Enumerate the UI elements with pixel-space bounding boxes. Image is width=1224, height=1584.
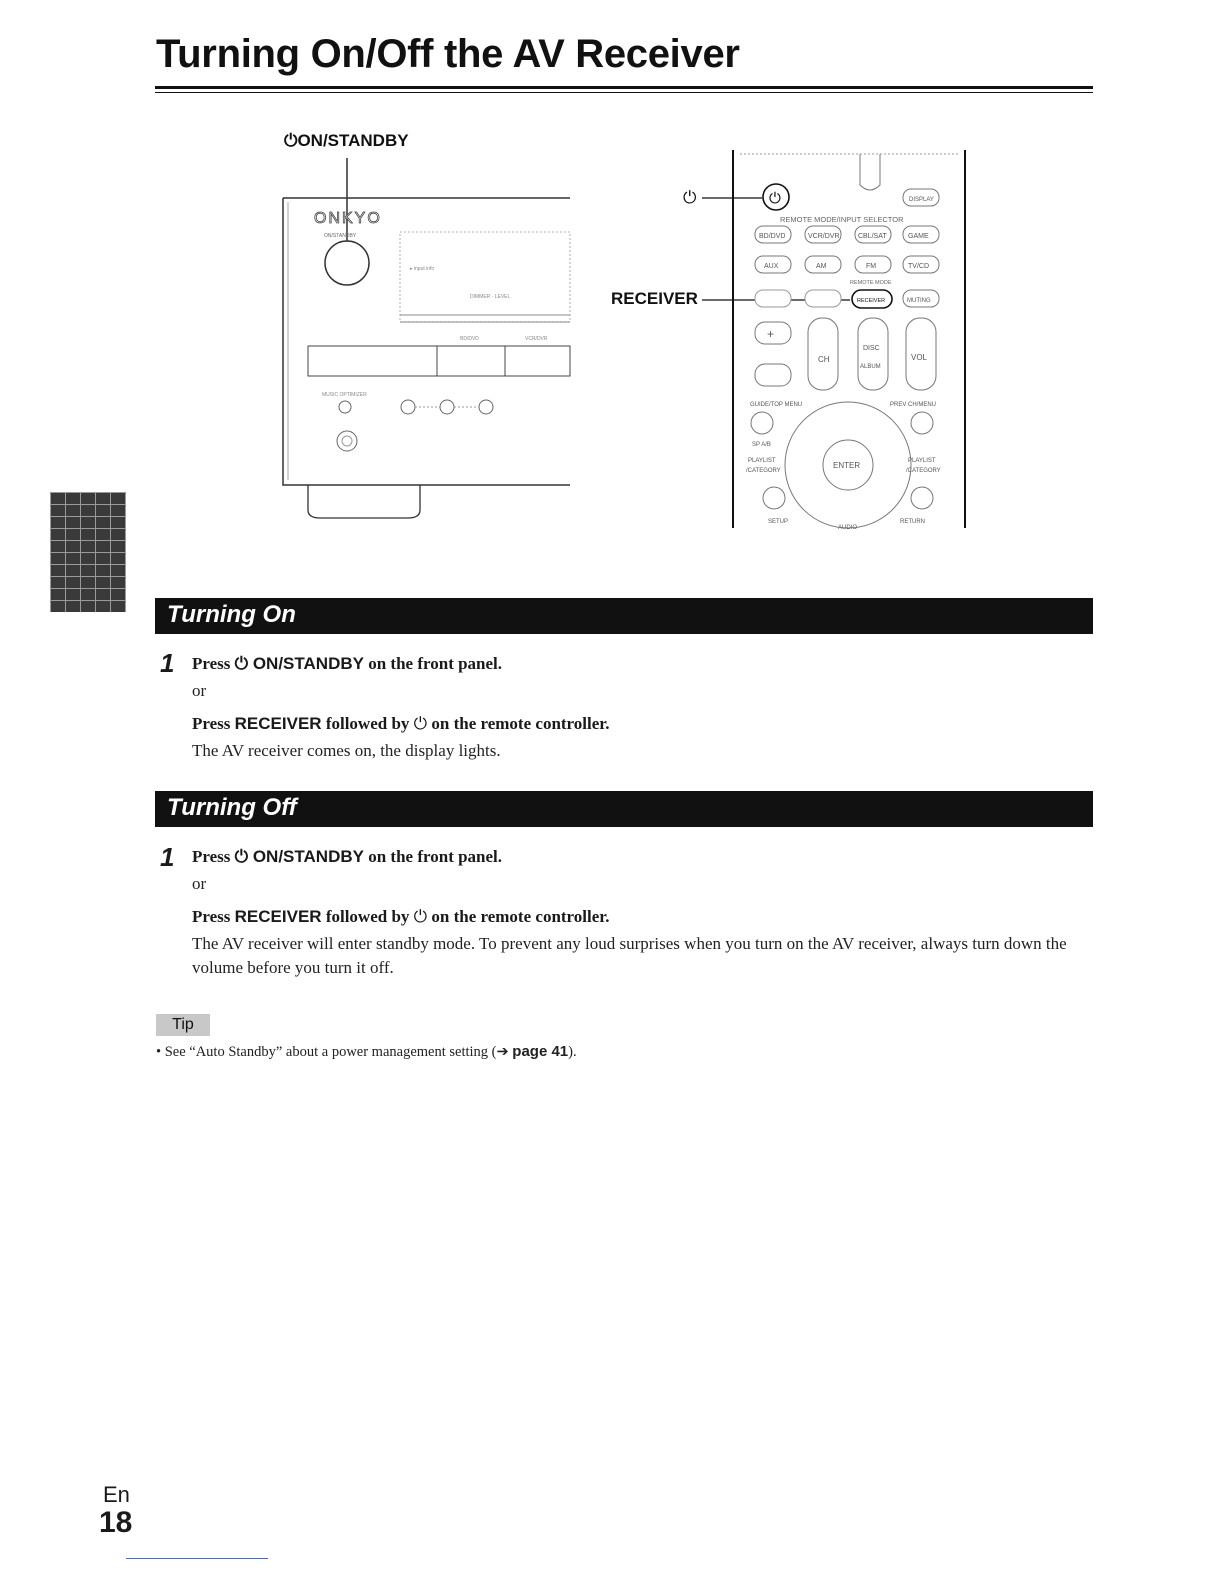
turning-off-or: or [192,874,207,893]
turning-on-description: The AV receiver comes on, the display lights. [192,741,501,760]
arrow-icon: ➔ [496,1044,509,1060]
turning-on-heading-bar [155,598,1093,634]
svg-text:ON/STANDBY: ON/STANDBY [324,233,357,239]
tip-label: Tip [156,1014,210,1036]
turning-off-step-number: 1 [160,842,175,872]
tip-text: • See “Auto Standby” about a power management setting (➔ page 41). [156,1043,577,1060]
svg-text:⏻: ⏻ [769,190,781,207]
on-standby-key: ⏻ ON/STANDBY [234,847,364,866]
svg-text:MUSIC OPTIMIZER: MUSIC OPTIMIZER [322,392,367,398]
svg-text:ENTER: ENTER [833,461,861,470]
remote-illustration [700,150,970,530]
turning-off-description: The AV receiver will enter standby mode. To prevent any loud surprises when you turn on the AV receiver, always turn down the volume before you turn it off. [192,934,1067,977]
svg-text:GUIDE/TOP MENU: GUIDE/TOP MENU [750,402,803,408]
svg-text:BD/DVD: BD/DVD [460,336,479,342]
title-rule-thin [155,92,1093,93]
svg-text:DISC: DISC [863,345,880,352]
svg-text:TV/CD: TV/CD [908,263,929,270]
svg-text:DISPLAY: DISPLAY [909,197,934,203]
turning-on-or: or [192,681,207,700]
svg-text:REMOTE MODE: REMOTE MODE [850,280,892,286]
svg-text:CH: CH [818,355,830,364]
receiver-callout-label: RECEIVER [611,289,698,308]
svg-text:FM: FM [866,263,877,270]
svg-text:/CATEGORY: /CATEGORY [746,468,781,474]
svg-text:MUTING: MUTING [907,298,931,304]
svg-text:PLAYLIST: PLAYLIST [748,458,776,464]
svg-text:DIMMER · LEVEL: DIMMER · LEVEL [470,294,511,300]
svg-text:AUDIO: AUDIO [838,525,858,530]
svg-text:AM: AM [816,263,827,270]
language-label: En [103,1482,130,1507]
receiver-key: RECEIVER [234,907,322,926]
turning-on-heading: Turning On [167,601,296,628]
turning-on-step-number: 1 [160,648,175,678]
page-number: 18 [99,1506,133,1539]
svg-text:BD/DVD: BD/DVD [759,233,786,240]
svg-text:VOL: VOL [911,353,928,362]
svg-text:SETUP: SETUP [768,519,789,525]
page-title: Turning On/Off the AV Receiver [156,32,740,76]
svg-text:PREV CH/MENU: PREV CH/MENU [890,402,937,408]
svg-text:RETURN: RETURN [900,519,925,525]
svg-text:RECEIVER: RECEIVER [857,298,886,304]
svg-text:REMOTE MODE/INPUT SELECTOR: REMOTE MODE/INPUT SELECTOR [780,215,904,224]
on-standby-key: ⏻ ON/STANDBY [234,654,364,673]
svg-text:▸ input info: ▸ input info [410,266,435,272]
turning-off-step-line2: Press RECEIVER followed by ⏻ on the remote controller. [192,907,610,926]
svg-text:VCR/DVR: VCR/DVR [808,233,840,240]
on-standby-callout-label: ⏻ON/STANDBY [284,131,409,150]
svg-text:CBL/SAT: CBL/SAT [858,233,887,240]
power-symbol-callout: ⏻ [683,188,697,207]
svg-text:+: + [767,327,775,341]
svg-text:VCR/DVR: VCR/DVR [525,336,548,342]
footer-rule [126,1558,268,1559]
svg-text:ALBUM: ALBUM [860,364,881,370]
turning-off-heading-bar [155,791,1093,827]
turning-off-heading: Turning Off [167,794,297,821]
turning-on-step-line1: Press ⏻ ON/STANDBY on the front panel. [192,654,503,673]
svg-text:AUX: AUX [764,263,779,270]
title-rule [155,86,1093,89]
svg-text:/CATEGORY: /CATEGORY [906,468,941,474]
svg-text:GAME: GAME [908,233,929,240]
front-panel-illustration [280,150,575,525]
page-reference-link[interactable]: page 41 [512,1043,569,1060]
brand-logo: ONKYO [314,210,382,227]
receiver-key: RECEIVER [234,714,322,733]
turning-on-step-line2: Press RECEIVER followed by ⏻ on the remote controller. [192,714,610,733]
chapter-thumb-tab [50,492,126,612]
turning-off-step-line1: Press ⏻ ON/STANDBY on the front panel. [192,847,503,866]
svg-text:PLAYLIST: PLAYLIST [908,458,936,464]
svg-text:SP A/B: SP A/B [752,442,771,448]
on-standby-knob [325,241,369,285]
